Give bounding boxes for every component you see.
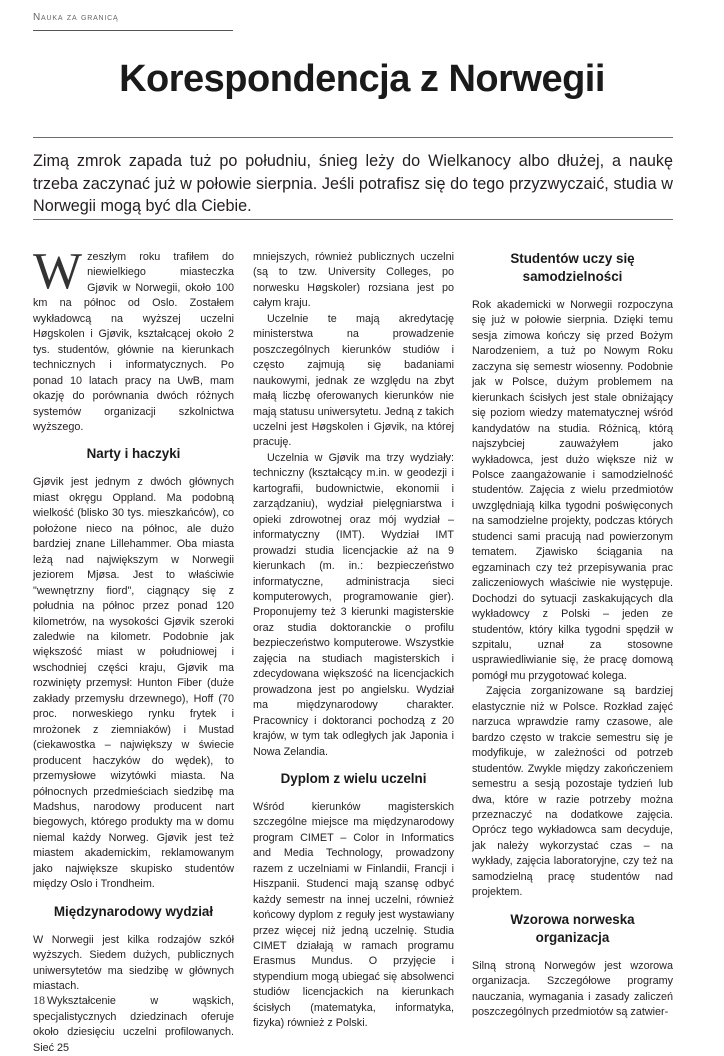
- article-title: Korespondencja z Norwegii: [119, 58, 605, 100]
- heading-wydzial: Międzynarodowy wydział: [53, 903, 214, 919]
- lead-bottom-rule: [33, 219, 673, 220]
- col3-paragraph-2: Zajęcia zorganizowane są bardziej elastycznie niż w Polsce. Rozkład zajęć narzuca wprawdzie ramy czasowe, ale bardzo często w trakcie semestru się je modyfikuje, w zależności od potrzeb studentów. Zwykle między zakończeniem semestru a sesją pozostaje tydzień lub dwa, które w razie potrzeby można przeznaczyć na dodatkowe zajęcia. Oprócz tego wykładowca sam decyduje, jak należy wykorzystać czas – na wykłady, zajęcia laboratoryjne, czy też na samodzielną pracę studentów nad projektem.: [472, 685, 673, 899]
- heading-dyplom: Dyplom z wielu uczelni: [280, 770, 427, 786]
- heading-samodzielnosc: Studentów uczy się samodzielności: [510, 251, 635, 284]
- column-2: [253, 250, 454, 1032]
- drop-cap: W: [33, 243, 83, 300]
- col1-paragraph-1: Wzeszłym roku trafiłem do niewielkiego miasteczka Gjøvik w Norwegii, około 100 km na północ od Oslo. Zostałem wykładowcą na wyższej uczelni Høgskolen i Gjøvik, kształcącej około 2 tys. studentów, głównie na kierunkach technicznych i informatycznych. Po ponad 10 latach pracy na UwB, mam okazję do porównania dwóch różnych systemów organizacji szkolnictwa wyższego.: [33, 243, 234, 433]
- section-label: Nauka za granicą: [33, 12, 119, 23]
- article-lead: Zimą zmrok zapada tuż po południu, śnieg leży do Wielkanocy albo dłużej, a naukę trzeba zaczynać już w połowie sierpnia. Jeśli potrafisz się do tego przyzwyczaić, studia w Norwegii mogą być dla Ciebie.: [33, 152, 673, 215]
- col2-paragraph-4: Wśród kierunków magisterskich szczególne miejsce ma międzynarodowy program CIMET – Color in Informatics and Media Technology, prowadzony razem z uczelniami w Finlandii, Francji i Hiszpanii. Studenci mają szansę odbyć każdy semestr na innej uczelni, również końcowy dyplom z reguły jest wystawiany przez więcej niż jedną uczelnię. Studia CIMET działają w ramach programu Erasmus Mundus. O przyjęcie i stypendium mogą ubiegać się absolwenci studiów licencjackich na kierunkach ścisłych (matematyka, informatyka, fizyka) również z Polski.: [253, 800, 454, 1030]
- col2-paragraph-1: mniejszych, również publicznych uczelni (są to tzw. University Colleges, po norwesku Høgskoler) rozsiana jest po całym kraju.: [253, 251, 454, 310]
- col3-paragraph-3: Silną stroną Norwegów jest wzorowa organizacja. Szczegółowe programy nauczania, wymagania i zasady zaliczeń poszczególnych przedmiotów są zatwier-: [472, 959, 673, 1019]
- col1-paragraph-2: Gjøvik jest jednym z dwóch głównych miast okręgu Oppland. Ma podobną wielkość (blisko 30 tys. mieszkańców), co położone nieco na północ, ale dużo bardziej znane Lillehammer. Oba miasta leżą nad największym w Norwegii jeziorem Mjøsa. Jest to właściwie "wewnętrzny fiord", ciągnący się z południa na północ przez ponad 120 kilometrów, na wysokości Gjøvik szeroki zaledwie na kilometr. Podobnie jak większość miast w południowej i wschodniej części kraju, Gjøvik ma rozwinięty przemysł: Hunton Fiber (duże zakłady przemysłu drzewnego), Hoff (70 proc. norweskiego rynku frytek i mrożonek z ziemniaków) i Mustad (ciekawostka – największy w świecie producent haczyków do wędek), to przemysłowe wizytówki miasta. Na północnych przedmieściach siedzibę ma Madshus, narodowy producent nart biegowych, którego produkty ma w domu niemal każdy Norweg. Gjøvik jest też miastem akademickim, reklamowanym jako największe skupisko studentów między Oslo i Trondheim.: [33, 476, 234, 891]
- col2-paragraph-2: Uczelnie te mają akredytację ministerstwa na prowadzenie poszczególnych kierunków studiów i często zajmują się badaniami naukowymi, jednak ze względu na zbyt małą liczbę oferowanych kierunków nie mają statusu uniwersytetu. Jedną z takich uczelni jest Høgskolen i Gjøvik, na której pracuję.: [253, 312, 454, 449]
- heading-narty: Narty i haczyki: [86, 446, 181, 462]
- col2-paragraph-3: Uczelnia w Gjøvik ma trzy wydziały: techniczny (kształcący m.in. w geodezji i kartografii, budownictwie, ekonomii i zarządzaniu), wydział pielęgniarstwa i opieki zdrowotnej oraz mój wydział – informatyczny (IMT). Wydział IMT prowadzi studia licencjackie aż na 9 kierunkach (m. in.: bezpieczeństwo informatyczne, administracja sieci komputerowych, programowanie gier). Proponujemy też 3 kierunki magisterskie oraz studia doktoranckie o profilu bezpieczeństwo komputerowe. Wszystkie zajęcia na studiach magisterskich i zdecydowana większość na licencjackich prowadzona jest po angielsku. Wydział ma międzynarodowy charakter. Pracownicy i doktoranci pochodzą z 20 krajów, w tym tak odległych jak Japonia i Nowa Zelandia.: [253, 451, 454, 758]
- column-1: [33, 243, 234, 1056]
- col1-paragraph-4: Wykształcenie w wąskich, specjalistycznych dziedzinach oferuje około dziesięciu uczelni profilowanych. Sieć 25: [33, 995, 234, 1054]
- col3-paragraph-1: Rok akademicki w Norwegii rozpoczyna się już w połowie sierpnia. Dzięki temu sesja zimowa kończy się przed Bożym Narodzeniem, a tuż po Nowym Roku zaczyna się semestr wiosenny. Podobnie jak w Polsce, dużym problemem na kierunkach ścisłych jest stale obniżający się poziom wiedzy matematycznej wśród kandydatów na studia. Różnicą, którą najszybciej zauważyłem jako wykładowca, jest dużo większe niż w Polsce zaangażowanie i samodzielność studentów. Zajęcia z wielu przedmiotów uwzględniają kilka tygodni poświęconych na samodzielne projekty, podczas których studenci sami pracują nad powierzonym tematem. Zjawisko ściągania na egzaminach czy też przepisywania prac zaliczeniowych właściwie nie występuje. Dochodzi do sytuacji zaskakujących dla wykładowcy z Polski – jeden ze studentów, który kilka tygodni spędził w szpitalu, uznał za stosowne usprawiedliwianie się, że pracę domową pomógł mu przygotować kolega.: [472, 299, 673, 682]
- lead-top-rule: [33, 137, 673, 138]
- col1-paragraph-3: W Norwegii jest kilka rodzajów szkół wyższych. Siedem dużych, publicznych uniwersytetów ma siedzibę w głównych miastach.: [33, 933, 234, 993]
- heading-organizacja: Wzorowa norweska organizacja: [510, 911, 635, 945]
- header-rule: [33, 30, 233, 31]
- column-3: [472, 250, 673, 1020]
- page-number: 18: [33, 993, 45, 1007]
